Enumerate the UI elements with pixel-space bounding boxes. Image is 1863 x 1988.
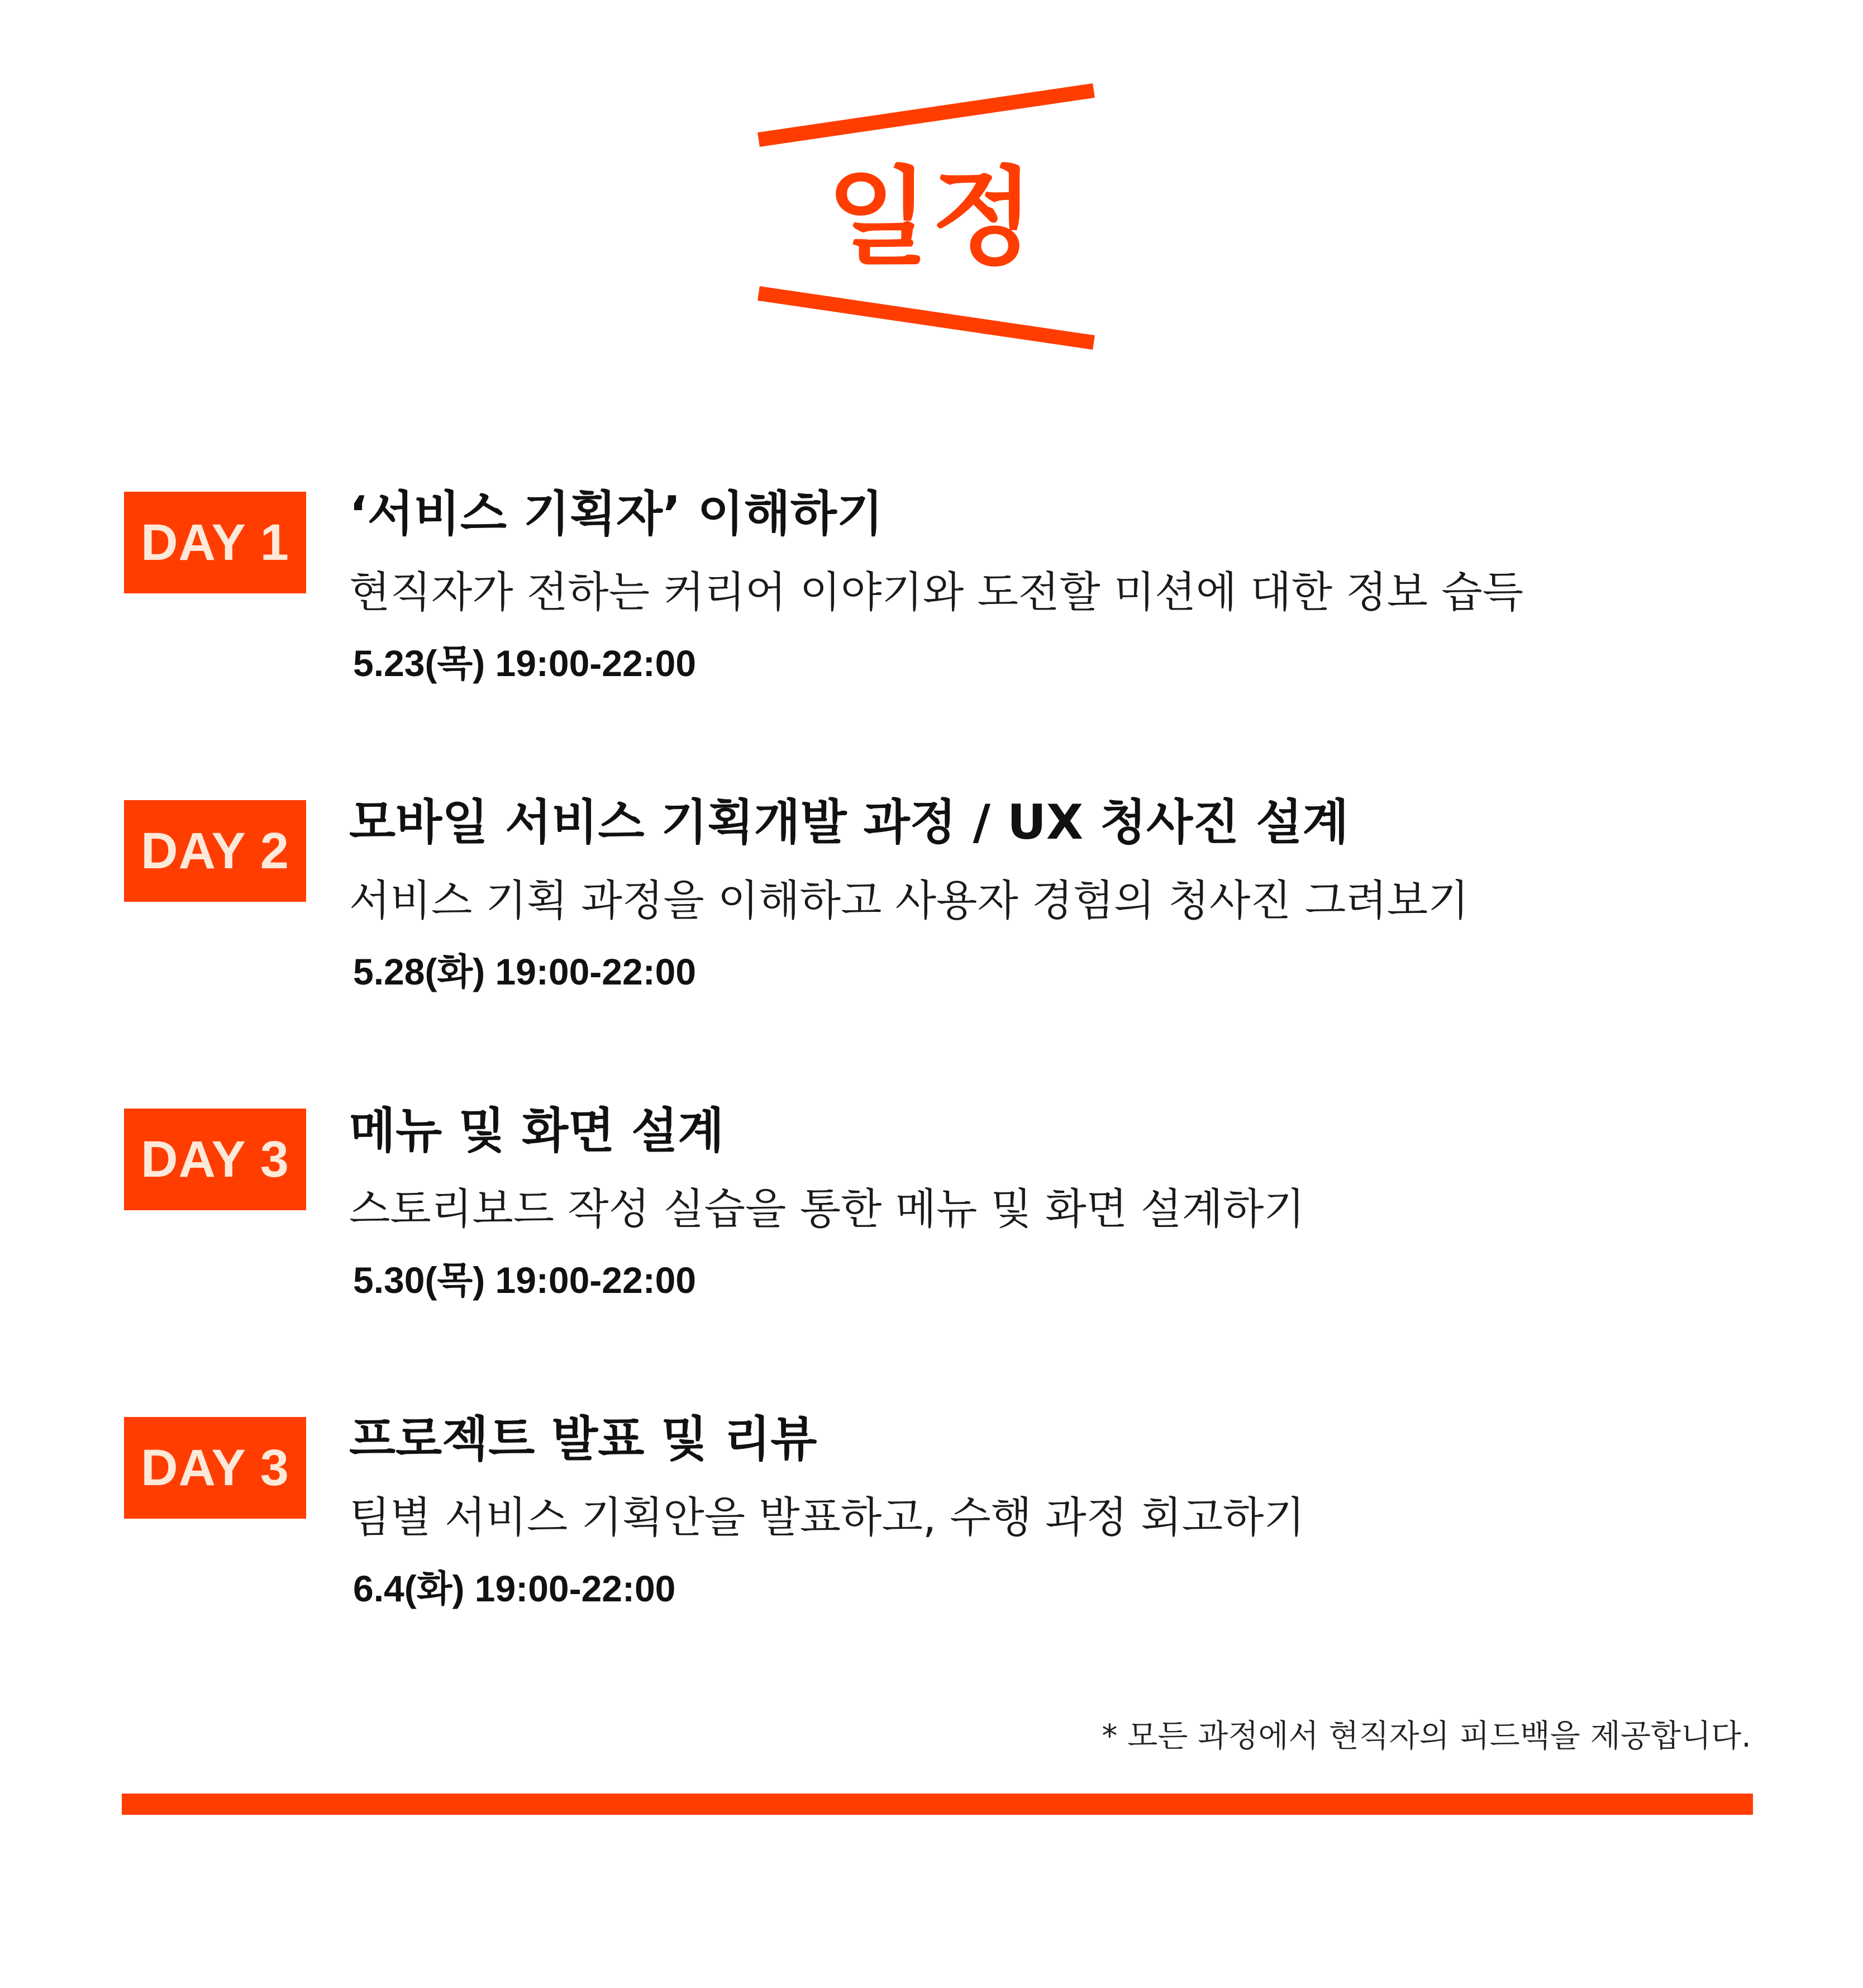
- day-badge: DAY 2: [124, 800, 306, 902]
- session-date: 5.30(목) 19:00-22:00: [353, 1259, 697, 1301]
- session-title: 프로젝트 발표 및 리뷰: [349, 1411, 817, 1467]
- session-description: 현직자가 전하는 커리어 이야기와 도전할 미션에 대한 정보 습득: [349, 567, 1524, 617]
- session-date: 6.4(화) 19:00-22:00: [353, 1568, 676, 1609]
- session-description: 서비스 기획 과정을 이해하고 사용자 경험의 청사진 그려보기: [349, 876, 1469, 925]
- day-badge: DAY 3: [124, 1109, 306, 1210]
- day-badge: DAY 3: [124, 1417, 306, 1519]
- bottom-divider-bar: [122, 1794, 1753, 1815]
- title-top-slash: [759, 91, 1094, 140]
- day-badge: DAY 1: [124, 492, 306, 593]
- session-description: 스토리보드 작성 실습을 통한 메뉴 및 화면 설계하기: [349, 1184, 1305, 1234]
- session-title: 모바일 서비스 기획개발 과정 / UX 청사진 설계: [349, 795, 1349, 850]
- session-date: 5.23(목) 19:00-22:00: [353, 643, 697, 684]
- schedule-item: [0, 1103, 1863, 1388]
- session-title: ‘서비스 기획자’ 이해하기: [349, 486, 883, 542]
- schedule-item: [0, 486, 1863, 771]
- session-date: 5.28(화) 19:00-22:00: [353, 951, 697, 992]
- schedule-item: [0, 795, 1863, 1079]
- footnote: * 모든 과정에서 현직자의 피드백을 제공합니다.: [1102, 1718, 1751, 1754]
- session-title: 메뉴 및 화면 설계: [349, 1103, 725, 1159]
- session-description: 팀별 서비스 기획안을 발표하고, 수행 과정 회고하기: [349, 1492, 1305, 1542]
- page-title: 일정: [826, 156, 1037, 279]
- title-bottom-slash: [759, 293, 1094, 343]
- schedule-item: [0, 1411, 1863, 1696]
